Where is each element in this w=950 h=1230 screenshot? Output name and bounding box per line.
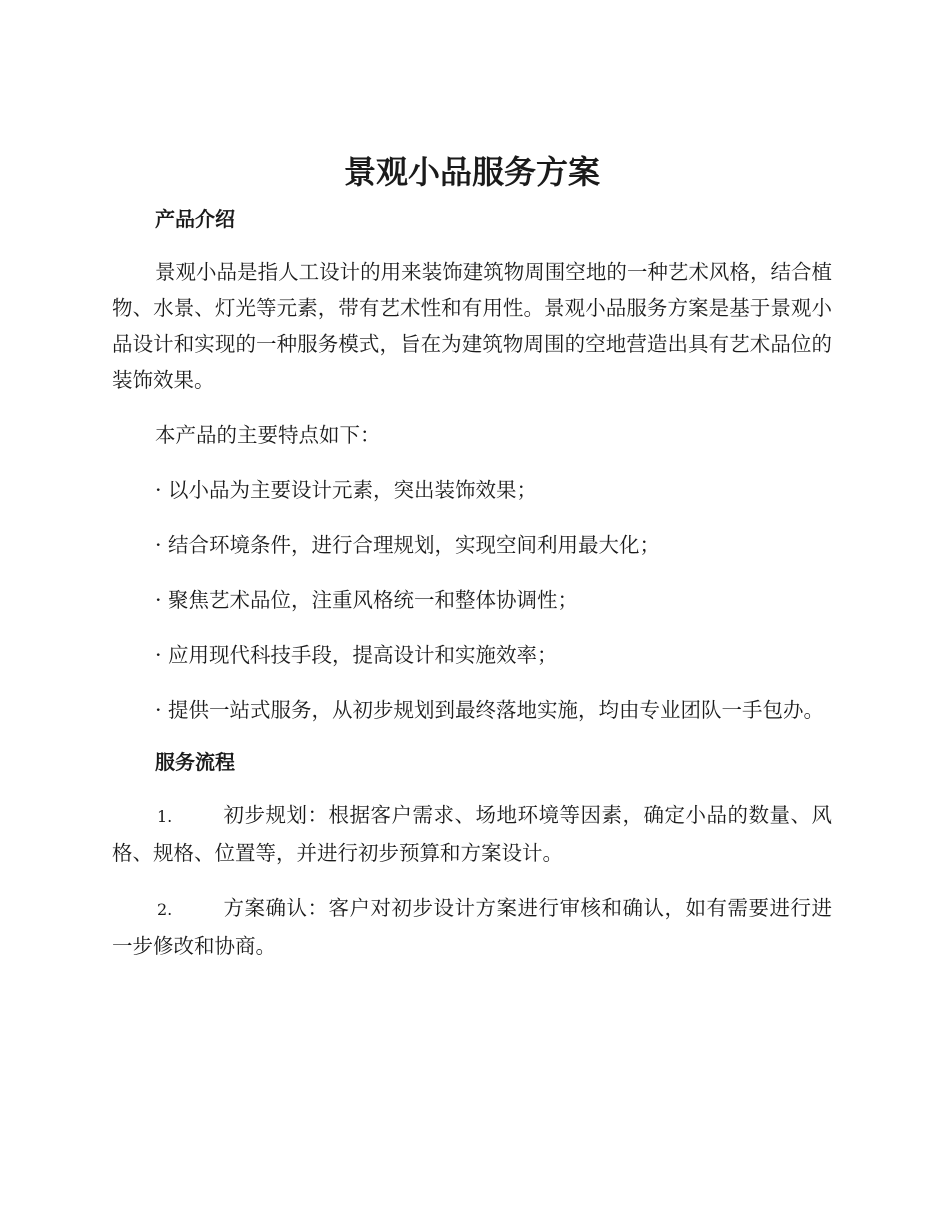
step-text: 初步规划：根据客户需求、场地环境等因素，确定小品的数量、风格、规格、位置等，并进行初步预算和方案设计。 xyxy=(112,803,832,865)
section-service-process xyxy=(112,747,832,964)
section-heading: 产品介绍 xyxy=(155,207,235,231)
document-page xyxy=(112,148,832,983)
process-step xyxy=(112,797,832,871)
features-lead: 本产品的主要特点如下： xyxy=(155,423,381,447)
section-heading: 服务流程 xyxy=(155,750,235,774)
step-number: 1. xyxy=(157,807,173,826)
feature-item: · 结合环境条件，进行合理规划，实现空间利用最大化； xyxy=(155,533,661,557)
feature-item: · 应用现代科技手段，提高设计和实施效率； xyxy=(155,643,558,667)
section-product-intro xyxy=(112,204,832,728)
feature-item: · 以小品为主要设计元素，突出装饰效果； xyxy=(155,478,538,502)
feature-item: · 提供一站式服务，从初步规划到最终落地实施，均由专业团队一手包办。 xyxy=(155,698,825,722)
feature-item: · 聚焦艺术品位，注重风格统一和整体协调性； xyxy=(155,588,579,612)
process-step xyxy=(112,890,832,964)
intro-paragraph: 景观小品是指人工设计的用来装饰建筑物周围空地的一种艺术风格，结合植物、水景、灯光等元素，带有艺术性和有用性。景观小品服务方案是基于景观小品设计和实现的一种服务模式，旨在为建筑物周围的空地营造出具有艺术品位的装饰效果。 xyxy=(112,260,832,392)
step-text: 方案确认：客户对初步设计方案进行审核和确认，如有需要进行进一步修改和协商。 xyxy=(112,896,832,958)
step-number: 2. xyxy=(157,900,173,919)
document-title: 景观小品服务方案 xyxy=(343,153,600,191)
